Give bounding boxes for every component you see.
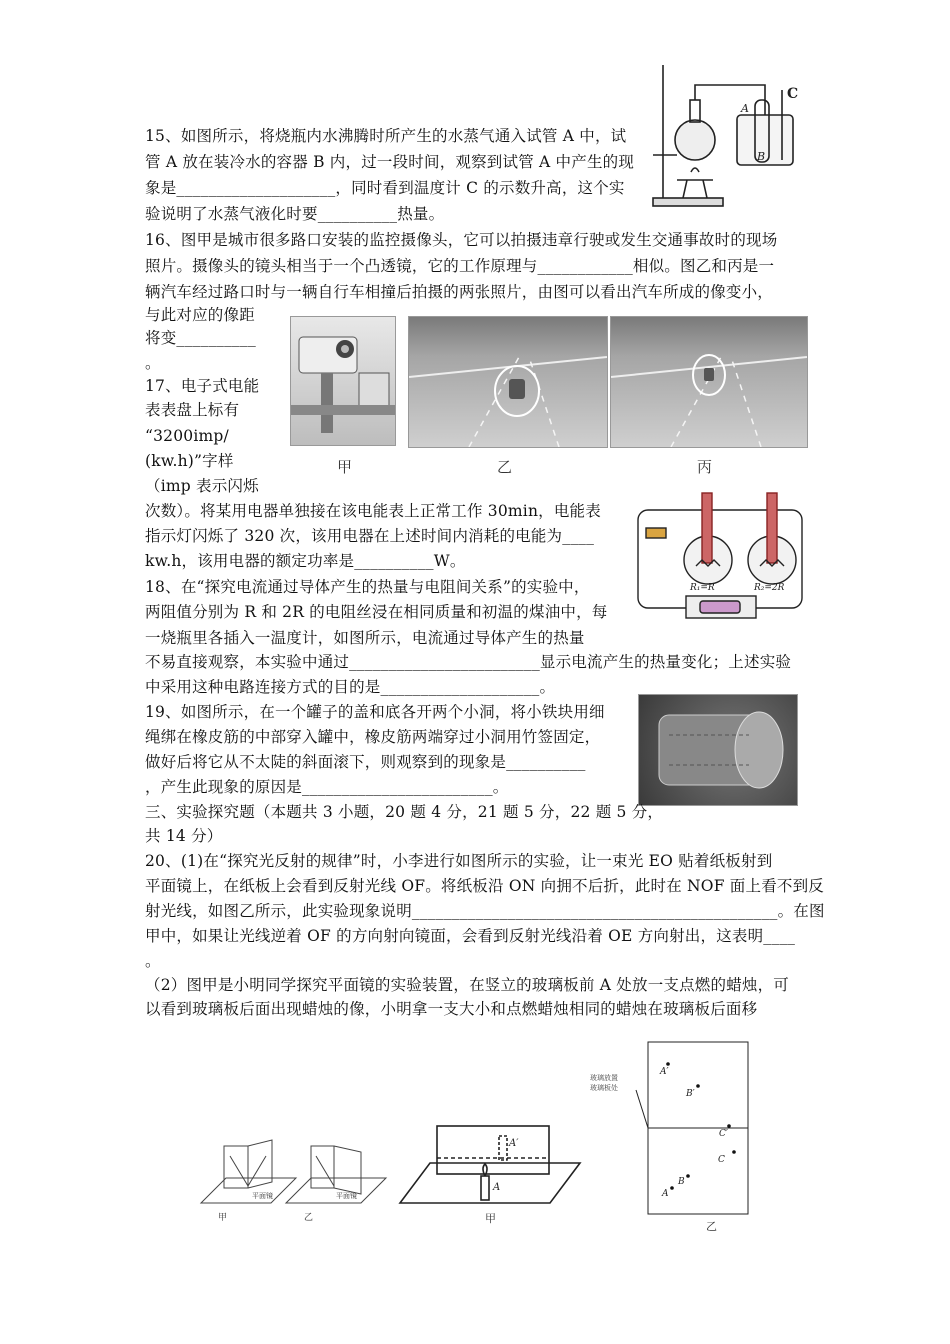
mirror-label-2: 平面镜 [336,1192,357,1200]
q15-line-1: 15、如图所示，将烧瓶内水沸腾时所产生的水蒸气通入试管 A 中，试 [145,127,627,145]
plane-mirror-setup-figure [395,1118,585,1228]
road-photo-yi [408,316,608,448]
grid-point-b-prime: B′ [686,1089,695,1099]
q20-line-4: 甲中，如果让光线逆着 OF 的方向射向镜面，会看到反射光线沿着 OE 方向射出，这表明____ [145,927,796,945]
can-photo [638,694,798,806]
grid-point-c: C [718,1155,725,1165]
mirror-label-1: 平面镜 [252,1192,273,1200]
label-b: B [757,150,766,163]
q16-line-1: 16、图甲是城市很多路口安装的监控摄像头，它可以拍摄违章行驶或发生交通事故时的现场 [145,231,778,249]
glass-note-2: 玻璃板处 [590,1084,618,1092]
q17-line-4: (kw.h)”字样 [145,452,234,470]
q16-line-5: 将变__________ [145,329,256,347]
r2-label: R₂=2R [754,583,785,593]
section-3-title-line-2: 共 14 分） [145,827,223,845]
boiling-apparatus-figure [645,60,805,215]
q17-line-1: 17、电子式电能 [145,377,260,395]
q18-line-1: 18、在“探究电流通过导体产生的热量与电阻间关系”的实验中， [145,578,590,596]
q17-line-5: （imp 表示闪烁 [145,477,259,495]
caption-jia: 甲 [337,458,353,476]
q16-line-2: 照片。摄像头的镜头相当于一个凸透镜，它的工作原理与____________相似。图乙和丙是一 [145,257,775,275]
q19-line-1: 19、如图所示，在一个罐子的盖和底各开两个小洞，将小铁块用细 [145,703,605,721]
q16-line-4: 与此对应的像距 [145,306,255,324]
q20-line-6: （2）图甲是小明同学探究平面镜的实验装置，在竖立的玻璃板前 A 处放一支点燃的蜡烛，可 [145,976,790,994]
road-photo-bing [610,316,808,448]
q18-line-4: 不易直接观察，本实验中通过________________________显示电流产生的热量变化；上述实验 [145,653,792,671]
reflection-boards-figure [196,1138,390,1222]
label-a: A [741,102,749,115]
label-c: C [787,86,799,102]
image-point-a-prime: A′ [509,1138,519,1149]
candle-point-a: A [493,1182,501,1193]
q19-line-4: ，产生此现象的原因是________________________。 [145,778,509,796]
grid-point-b: B [678,1177,685,1187]
reflection-caption-jia: 甲 [218,1213,228,1222]
camera-photo [290,316,396,446]
grid-point-c-prime: C′ [719,1129,728,1139]
q20-line-7: 以看到玻璃板后面出现蜡烛的像，小明拿一支大小和点燃蜡烛相同的蜡烛在玻璃板后面移 [145,1000,758,1018]
point-grid-figure [588,1040,768,1234]
q15-line-4: 验说明了水蒸气液化时要__________热量。 [145,205,445,223]
setup-caption-jia: 甲 [485,1212,496,1225]
q17-line-3: “3200imp/ [145,427,229,445]
q18-line-2: 两阻值分别为 R 和 2R 的电阻丝浸在相同质量和初温的煤油中，每 [145,603,608,621]
caption-yi: 乙 [497,458,513,476]
q15-line-2: 管 A 放在装冷水的容器 B 内，过一段时间，观察到试管 A 中产生的现 [145,153,635,171]
q18-line-3: 一烧瓶里各插入一温度计，如图所示，电流通过导体产生的热量 [145,629,585,647]
resistor-flask-circuit-figure [630,488,805,628]
q20-line-2: 平面镜上，在纸板上会看到反射光线 OF。将纸板沿 ON 向拥不后折，此时在 NOF 面上看不到反 [145,877,824,895]
reflection-caption-yi: 乙 [304,1213,314,1222]
q16-line-6: 。 [145,354,161,372]
grid-point-a: A [662,1189,669,1199]
q19-line-3: 做好后将它从不太陡的斜面滚下，则观察到的现象是__________ [145,753,586,771]
q19-line-2: 绳绑在橡皮筋的中部穿入罐中，橡皮筋两端穿过小洞用竹签固定， [145,728,601,746]
q17-line-8: kw.h，该用电器的额定功率是__________W。 [145,552,466,570]
glass-note-1: 玻璃放置 [590,1074,618,1082]
grid-caption-yi: 乙 [706,1220,717,1233]
r1-label: R₁=R [690,583,715,593]
grid-point-a-prime: A′ [660,1067,669,1077]
q15-line-3: 象是____________________，同时看到温度计 C 的示数升高，这个实 [145,179,625,197]
q18-line-5: 中采用这种电路连接方式的目的是____________________。 [145,678,556,696]
section-3-title-line-1: 三、实验探究题（本题共 3 小题，20 题 4 分，21 题 5 分，22 题 5 分， [145,803,664,821]
q16-line-3: 辆汽车经过路口时与一辆自行车相撞后拍摄的两张照片，由图可以看出汽车所成的像变小， [145,283,774,301]
q17-line-6: 次数）。将某用电器单独接在该电能表上正常工作 30min，电能表 [145,502,601,520]
q17-line-2: 表表盘上标有 [145,401,240,419]
caption-bing: 丙 [697,458,713,476]
q20-line-1: 20、(1)在“探究光反射的规律”时，小李进行如图所示的实验，让一束光 EO 贴着纸板射到 [145,852,773,870]
q17-line-7: 指示灯闪烁了 320 次，该用电器在上述时间内消耗的电能为____ [145,527,595,545]
q20-line-3: 射光线，如图乙所示，此实验现象说明______________________________________________。在图 [145,902,825,920]
q20-line-5: 。 [145,952,161,970]
